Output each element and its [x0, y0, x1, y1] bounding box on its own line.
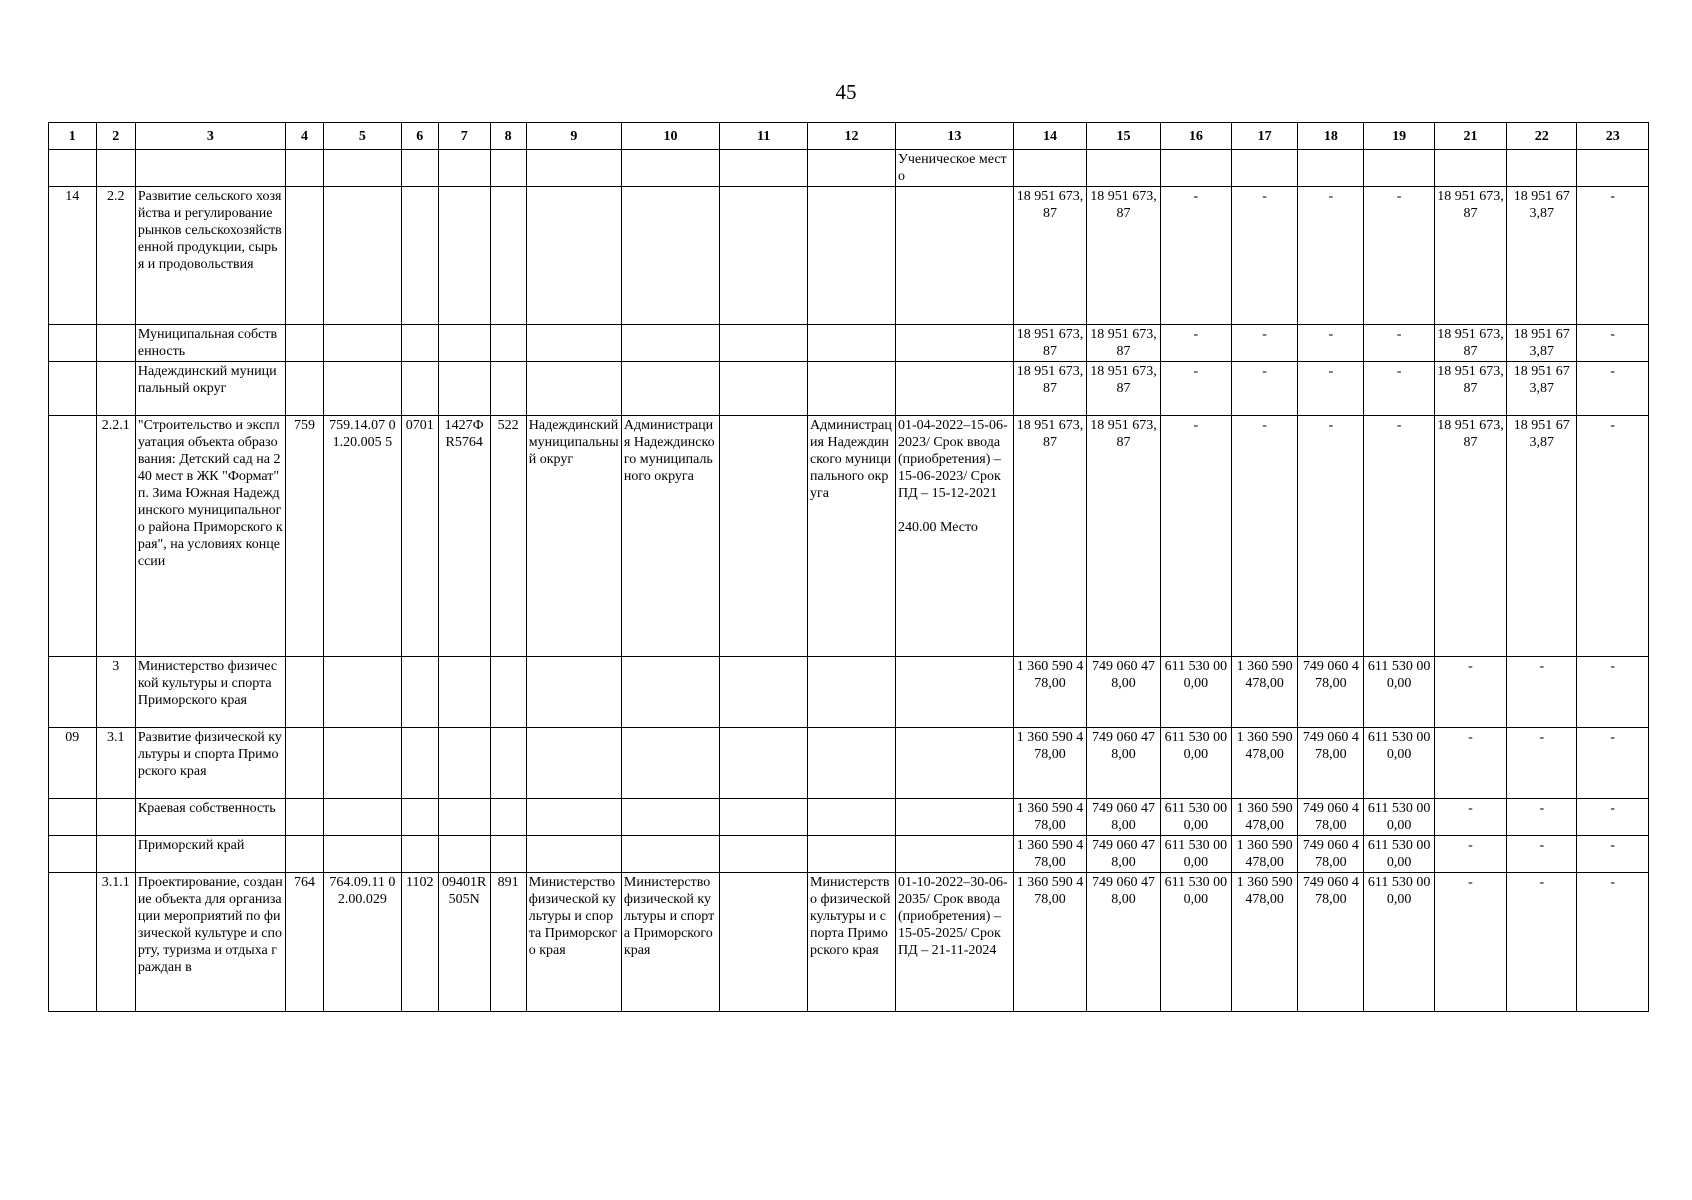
table-body: [49, 150, 1649, 1012]
table-cell: [621, 187, 719, 325]
table-cell: 09401R 505N: [438, 873, 490, 1012]
table-cell: 611 530 000,00: [1364, 873, 1434, 1012]
table-cell: -: [1298, 325, 1364, 362]
table-cell: 18 951 673,87: [1087, 187, 1160, 325]
table-cell: [720, 836, 808, 873]
table-cell: [49, 873, 97, 1012]
table-cell: [808, 728, 896, 799]
table-cell: [438, 728, 490, 799]
table-cell: Администрация Надеждинского муниципального округа: [621, 416, 719, 657]
table-cell: 2.2: [96, 187, 135, 325]
header-row: [49, 123, 1649, 150]
table-cell: [96, 836, 135, 873]
table-cell: 1 360 590 478,00: [1232, 657, 1298, 728]
table-cell: [895, 657, 1013, 728]
table-cell: 611 530 000,00: [1364, 799, 1434, 836]
column-header: 21: [1434, 123, 1506, 150]
table-cell: [526, 325, 621, 362]
column-header: 2: [96, 123, 135, 150]
column-header: 13: [895, 123, 1013, 150]
table-cell: 1102: [401, 873, 438, 1012]
table-cell: -: [1434, 836, 1506, 873]
table-cell: -: [1160, 416, 1231, 657]
table-cell: [401, 799, 438, 836]
table-cell: [720, 799, 808, 836]
table-cell: 749 060 478,00: [1087, 836, 1160, 873]
table-cell: 01-04-2022–15-06-2023/ Срок ввода (приобретения) – 15-06-2023/ Срок ПД – 15-12-2021 240.00 Место: [895, 416, 1013, 657]
table-cell: 749 060 478,00: [1298, 873, 1364, 1012]
table-cell: [720, 416, 808, 657]
table-cell: 18 951 673,87: [1434, 187, 1506, 325]
table-cell: [1364, 150, 1434, 187]
table-cell: Развитие физической культуры и спорта Приморского края: [135, 728, 285, 799]
table-cell: [324, 150, 402, 187]
table-cell: -: [1577, 836, 1649, 873]
table-cell: [720, 728, 808, 799]
table-cell: [1577, 150, 1649, 187]
table-cell: -: [1577, 728, 1649, 799]
table-cell: -: [1364, 416, 1434, 657]
table-row: [49, 657, 1649, 728]
table-cell: [526, 657, 621, 728]
table-cell: Развитие сельского хозяйства и регулирование рынков сельскохозяйственной продукции, сырья и продовольствия: [135, 187, 285, 325]
table-cell: 1 360 590 478,00: [1013, 836, 1086, 873]
table-cell: 759: [285, 416, 323, 657]
table-cell: [401, 362, 438, 416]
table-cell: -: [1160, 187, 1231, 325]
table-cell: -: [1577, 657, 1649, 728]
table-cell: -: [1577, 799, 1649, 836]
table-cell: 3.1: [96, 728, 135, 799]
table-cell: [401, 150, 438, 187]
table-cell: [895, 362, 1013, 416]
table-cell: [895, 728, 1013, 799]
table-row: [49, 150, 1649, 187]
table-cell: [96, 362, 135, 416]
table-cell: 1 360 590 478,00: [1232, 836, 1298, 873]
table-cell: -: [1577, 325, 1649, 362]
table-cell: [720, 873, 808, 1012]
table-cell: [49, 657, 97, 728]
table-cell: [1013, 150, 1086, 187]
table-cell: [438, 187, 490, 325]
table-cell: -: [1232, 187, 1298, 325]
table-cell: [324, 362, 402, 416]
column-header: 22: [1507, 123, 1577, 150]
table-cell: [621, 657, 719, 728]
table-cell: [1434, 150, 1506, 187]
table-cell: Надеждинский муниципальный округ: [526, 416, 621, 657]
table-cell: [285, 657, 323, 728]
table-cell: -: [1577, 873, 1649, 1012]
table-cell: [895, 325, 1013, 362]
table-cell: 749 060 478,00: [1298, 728, 1364, 799]
column-header: 4: [285, 123, 323, 150]
table-cell: [438, 325, 490, 362]
table-cell: 18 951 673,87: [1507, 416, 1577, 657]
table-cell: [96, 799, 135, 836]
table-cell: 18 951 673,87: [1434, 416, 1506, 657]
table-cell: [438, 657, 490, 728]
table-cell: 18 951 673,87: [1507, 325, 1577, 362]
column-header: 6: [401, 123, 438, 150]
table-cell: [401, 728, 438, 799]
table-cell: [808, 325, 896, 362]
table-cell: -: [1507, 873, 1577, 1012]
column-header: 12: [808, 123, 896, 150]
table-cell: [720, 657, 808, 728]
table-cell: [720, 325, 808, 362]
column-header: 16: [1160, 123, 1231, 150]
table-cell: -: [1298, 187, 1364, 325]
column-header: 23: [1577, 123, 1649, 150]
column-header: 9: [526, 123, 621, 150]
table-cell: [526, 728, 621, 799]
table-cell: -: [1507, 657, 1577, 728]
table-cell: 18 951 673,87: [1087, 362, 1160, 416]
table-cell: [720, 362, 808, 416]
table-cell: [324, 657, 402, 728]
table-row: [49, 728, 1649, 799]
table-cell: [526, 150, 621, 187]
table-cell: [401, 836, 438, 873]
table-cell: [324, 325, 402, 362]
table-cell: [96, 325, 135, 362]
table-cell: 749 060 478,00: [1298, 836, 1364, 873]
table-cell: -: [1507, 728, 1577, 799]
column-header: 10: [621, 123, 719, 150]
column-header: 11: [720, 123, 808, 150]
table-cell: 891: [490, 873, 526, 1012]
table-cell: 18 951 673,87: [1013, 416, 1086, 657]
table-cell: 1 360 590 478,00: [1013, 873, 1086, 1012]
table-cell: -: [1434, 657, 1506, 728]
table-cell: 1 360 590 478,00: [1232, 799, 1298, 836]
table-row: [49, 873, 1649, 1012]
table-cell: 749 060 478,00: [1087, 799, 1160, 836]
table-cell: [808, 836, 896, 873]
table-cell: 522: [490, 416, 526, 657]
table-cell: Надеждинский муниципальный округ: [135, 362, 285, 416]
table-cell: [401, 325, 438, 362]
table-cell: [490, 362, 526, 416]
table-cell: 749 060 478,00: [1298, 799, 1364, 836]
table-cell: 611 530 000,00: [1160, 657, 1231, 728]
table-cell: 764.09.11 02.00.029: [324, 873, 402, 1012]
table-cell: 749 060 478,00: [1087, 728, 1160, 799]
table-cell: Министерство физической культуры и спорта Приморского края: [808, 873, 896, 1012]
table-cell: -: [1434, 799, 1506, 836]
table-cell: 1 360 590 478,00: [1013, 799, 1086, 836]
table-cell: [438, 836, 490, 873]
table-cell: [1160, 150, 1231, 187]
table-cell: [1232, 150, 1298, 187]
table-cell: 611 530 000,00: [1160, 836, 1231, 873]
table-cell: [285, 836, 323, 873]
table-row: [49, 325, 1649, 362]
table-cell: [490, 325, 526, 362]
table-cell: 611 530 000,00: [1160, 728, 1231, 799]
table-cell: -: [1232, 325, 1298, 362]
table-cell: -: [1232, 416, 1298, 657]
table-cell: Проектирование, создание объекта для организации мероприятий по физической культуре и спорту, туризма и отдыха граждан в: [135, 873, 285, 1012]
table-cell: 759.14.07 01.20.005 5: [324, 416, 402, 657]
table-cell: [526, 187, 621, 325]
table-cell: 09: [49, 728, 97, 799]
column-header: 1: [49, 123, 97, 150]
column-header: 8: [490, 123, 526, 150]
table-cell: [49, 325, 97, 362]
table-cell: [96, 150, 135, 187]
column-header: 18: [1298, 123, 1364, 150]
table-cell: -: [1507, 799, 1577, 836]
table-cell: [621, 799, 719, 836]
table-cell: [401, 187, 438, 325]
table-cell: [490, 728, 526, 799]
table-cell: -: [1577, 416, 1649, 657]
table-cell: 18 951 673,87: [1507, 362, 1577, 416]
table-cell: 2.2.1: [96, 416, 135, 657]
table-cell: [895, 187, 1013, 325]
table-cell: [285, 187, 323, 325]
table-cell: -: [1298, 362, 1364, 416]
table-cell: [808, 657, 896, 728]
table-cell: [438, 362, 490, 416]
table-cell: Приморский край: [135, 836, 285, 873]
table-cell: [526, 836, 621, 873]
table-cell: 18 951 673,87: [1434, 325, 1506, 362]
table-row: [49, 362, 1649, 416]
table-cell: [49, 362, 97, 416]
table-cell: "Строительство и эксплуатация объекта образования: Детский сад на 240 мест в ЖК "Формат" п. Зима Южная Надеждинского муниципального района Приморского края", на условиях концессии: [135, 416, 285, 657]
table-cell: [49, 836, 97, 873]
table-cell: [490, 836, 526, 873]
table-cell: 1 360 590 478,00: [1013, 728, 1086, 799]
table-cell: -: [1160, 362, 1231, 416]
table-cell: -: [1364, 362, 1434, 416]
table-cell: -: [1507, 836, 1577, 873]
table-cell: 611 530 000,00: [1364, 836, 1434, 873]
table-cell: 1 360 590 478,00: [1013, 657, 1086, 728]
table-cell: [324, 187, 402, 325]
table-cell: [1507, 150, 1577, 187]
table-cell: 18 951 673,87: [1087, 416, 1160, 657]
table-cell: Министерство физической культуры и спорта Приморского края: [135, 657, 285, 728]
table-cell: -: [1364, 187, 1434, 325]
table-cell: [526, 362, 621, 416]
table-cell: [490, 187, 526, 325]
table-cell: 1427Ф R5764: [438, 416, 490, 657]
table-cell: -: [1577, 362, 1649, 416]
table-cell: [720, 187, 808, 325]
table-cell: -: [1232, 362, 1298, 416]
table-cell: 01-10-2022–30-06-2035/ Срок ввода (приобретения) – 15-05-2025/ Срок ПД – 21-11-2024: [895, 873, 1013, 1012]
table-row: [49, 187, 1649, 325]
table-cell: Краевая собственность: [135, 799, 285, 836]
table-cell: [285, 728, 323, 799]
table-cell: 1 360 590 478,00: [1232, 728, 1298, 799]
column-header: 15: [1087, 123, 1160, 150]
table-cell: [621, 836, 719, 873]
table-cell: [895, 836, 1013, 873]
table-cell: [324, 799, 402, 836]
table-cell: -: [1434, 728, 1506, 799]
table-cell: Ученическое место: [895, 150, 1013, 187]
table-cell: 611 530 000,00: [1160, 873, 1231, 1012]
table-cell: 1 360 590 478,00: [1232, 873, 1298, 1012]
table-cell: [324, 836, 402, 873]
column-header: 17: [1232, 123, 1298, 150]
table-cell: -: [1577, 187, 1649, 325]
table-cell: [401, 657, 438, 728]
table-cell: [285, 362, 323, 416]
table-cell: [808, 187, 896, 325]
table-cell: 18 951 673,87: [1434, 362, 1506, 416]
table-cell: [49, 150, 97, 187]
table-cell: [438, 799, 490, 836]
table-cell: [285, 325, 323, 362]
column-header: 7: [438, 123, 490, 150]
table-cell: [324, 728, 402, 799]
table-cell: 611 530 000,00: [1160, 799, 1231, 836]
table-cell: [621, 728, 719, 799]
table-cell: [621, 325, 719, 362]
data-table: [48, 122, 1649, 1012]
table-cell: [1298, 150, 1364, 187]
table-cell: 764: [285, 873, 323, 1012]
table-cell: [49, 799, 97, 836]
table-cell: [895, 799, 1013, 836]
table-cell: [808, 362, 896, 416]
table-cell: 3.1.1: [96, 873, 135, 1012]
table-cell: [720, 150, 808, 187]
table-cell: Министерство физической культуры и спорта Приморского края: [621, 873, 719, 1012]
table-cell: 0701: [401, 416, 438, 657]
table-cell: [1087, 150, 1160, 187]
column-header: 19: [1364, 123, 1434, 150]
table-cell: 611 530 000,00: [1364, 657, 1434, 728]
table-cell: 3: [96, 657, 135, 728]
table-cell: 18 951 673,87: [1507, 187, 1577, 325]
table-cell: 749 060 478,00: [1087, 873, 1160, 1012]
table-cell: [621, 362, 719, 416]
column-header: 14: [1013, 123, 1086, 150]
table-row: [49, 799, 1649, 836]
table-cell: [135, 150, 285, 187]
table-cell: [285, 150, 323, 187]
table-cell: 749 060 478,00: [1087, 657, 1160, 728]
table-cell: [438, 150, 490, 187]
table-cell: -: [1434, 873, 1506, 1012]
table-cell: 18 951 673,87: [1013, 362, 1086, 416]
page-number: 45: [835, 80, 857, 104]
table-cell: -: [1160, 325, 1231, 362]
table-cell: [490, 657, 526, 728]
table-cell: Администрация Надеждинского муниципального округа: [808, 416, 896, 657]
table-cell: 14: [49, 187, 97, 325]
table-cell: 18 951 673,87: [1087, 325, 1160, 362]
table-cell: Муниципальная собственность: [135, 325, 285, 362]
table-cell: 749 060 478,00: [1298, 657, 1364, 728]
table-cell: [490, 150, 526, 187]
table-cell: [285, 799, 323, 836]
table-cell: [526, 799, 621, 836]
table-cell: [808, 150, 896, 187]
table-cell: 18 951 673,87: [1013, 187, 1086, 325]
table-cell: Министерство физической культуры и спорта Приморского края: [526, 873, 621, 1012]
column-header: 5: [324, 123, 402, 150]
table-cell: 18 951 673,87: [1013, 325, 1086, 362]
table-cell: [490, 799, 526, 836]
table-cell: 611 530 000,00: [1364, 728, 1434, 799]
table-cell: -: [1298, 416, 1364, 657]
table-row: [49, 416, 1649, 657]
table-cell: -: [1364, 325, 1434, 362]
column-header: 3: [135, 123, 285, 150]
table-cell: [808, 799, 896, 836]
table-cell: [49, 416, 97, 657]
table-row: [49, 836, 1649, 873]
table-cell: [621, 150, 719, 187]
